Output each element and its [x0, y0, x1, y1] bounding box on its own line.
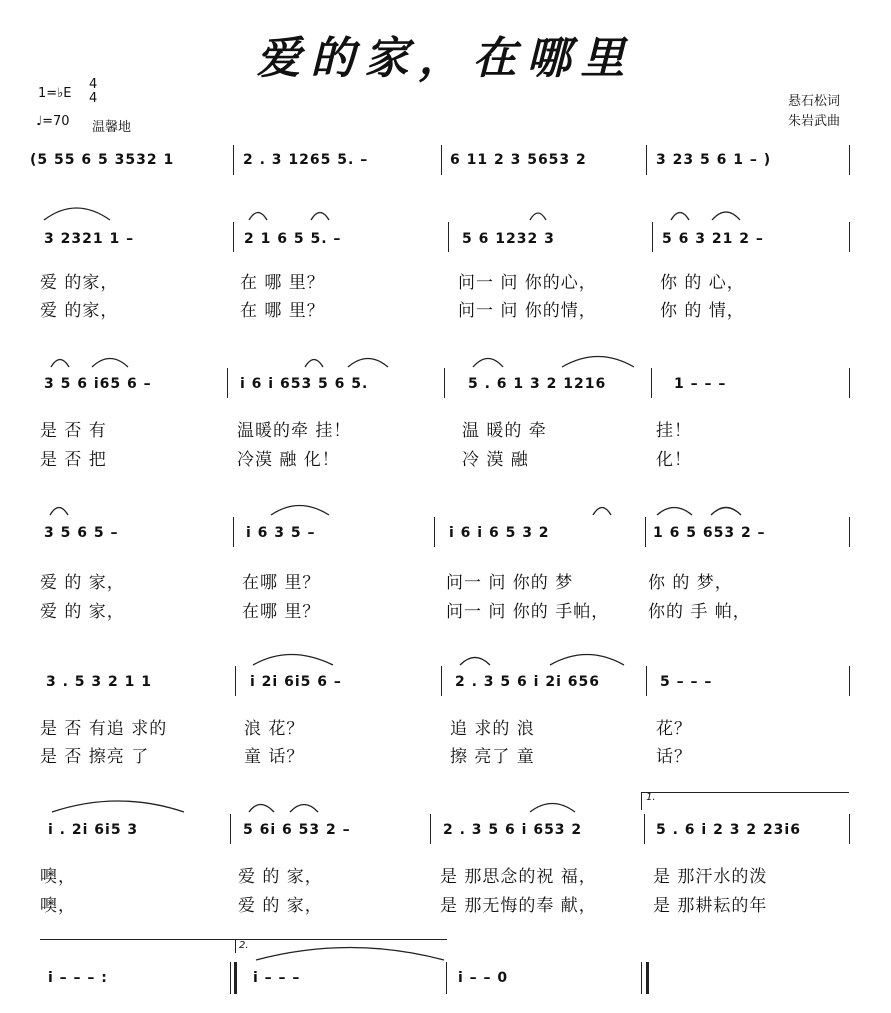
- tempo-marking: ♩=70: [36, 114, 70, 129]
- slur: [473, 359, 503, 368]
- slur: [460, 658, 490, 666]
- lyric-line-2: 爱 的 家，: [238, 896, 323, 916]
- measure: 5 . 6 1 3 2 1216: [468, 376, 607, 392]
- slur: [530, 213, 546, 220]
- lyric-line-1: 在 哪 里？: [240, 273, 325, 293]
- lyric-line-2: 是 否 把: [40, 450, 107, 470]
- lyric-line-2: 问一 问 你的情，: [458, 301, 597, 321]
- measure: 5 6 1232 3: [462, 231, 555, 247]
- lyric-line-2: 在 哪 里？: [240, 301, 325, 321]
- measure: 2 . 3 5 6 i 2i 656: [455, 674, 600, 690]
- measure: 6 11 2 3 5653 2: [450, 152, 587, 168]
- lyric-line-2: 是 否 擦亮 了: [40, 747, 150, 767]
- lyric-line-1: 问一 问 你的心，: [458, 273, 597, 293]
- lyric-line-1: 你 的 梦，: [648, 573, 733, 593]
- measure: 5 . 6 i 2 3 2 23i6: [656, 822, 801, 838]
- slur: [711, 508, 741, 516]
- composer-credit: 朱岩武曲: [788, 114, 841, 129]
- slur: [311, 213, 329, 221]
- measure: i – – –: [253, 970, 301, 986]
- slur: [51, 360, 69, 368]
- slur: [44, 208, 110, 220]
- lyric-line-1: 是 否 有追 求的: [40, 719, 168, 739]
- lyric-line-1: 爱 的 家，: [238, 867, 323, 887]
- measure: (5 55 6 5 3532 1: [30, 152, 175, 168]
- lyric-line-1: 浪 花？: [244, 719, 305, 739]
- slur: [92, 359, 128, 368]
- lyric-line-2: 是 那无悔的奉 献，: [440, 896, 597, 916]
- lyric-line-1: 问一 问 你的 梦: [446, 573, 574, 593]
- slur: [348, 359, 388, 368]
- measure: 3 2321 1 –: [44, 231, 135, 247]
- lyric-line-2: 是 那耕耘的年: [653, 896, 768, 916]
- lyric-line-1: 爱 的 家，: [40, 573, 125, 593]
- slur: [249, 213, 267, 221]
- slur: [52, 801, 184, 812]
- measure: 3 . 5 3 2 1 1: [46, 674, 153, 690]
- lyric-line-2: 话？: [656, 747, 692, 767]
- measure: 1 – – –: [674, 376, 727, 392]
- measure: 3 5 6 i65 6 –: [44, 376, 152, 392]
- measure: 5 – – –: [660, 674, 713, 690]
- lyric-line-1: 你 的 心，: [660, 273, 745, 293]
- measure: 3 23 5 6 1 – ): [656, 152, 772, 168]
- slur: [562, 357, 634, 368]
- measure: i 6 i 6 5 3 2: [449, 525, 550, 541]
- measure: i – – 0: [458, 970, 509, 986]
- lyric-line-2: 噢，: [40, 896, 76, 916]
- lyric-line-2: 童 话？: [244, 747, 305, 767]
- lyric-line-2: 冷 漠 融: [462, 450, 529, 470]
- slur: [530, 804, 575, 813]
- lyric-line-2: 问一 问 你的 手帕，: [446, 602, 610, 622]
- volta-1-label: 1.: [646, 792, 656, 803]
- measure: 2 . 3 5 6 i 653 2: [443, 822, 583, 838]
- lyric-line-2: 擦 亮了 童: [450, 747, 535, 767]
- lyric-line-2: 你 的 情，: [660, 301, 745, 321]
- lyric-line-1: 是 否 有: [40, 421, 107, 441]
- slur: [593, 508, 611, 516]
- slur: [50, 508, 68, 516]
- slur: [256, 948, 444, 961]
- lyric-line-2: 爱 的家，: [40, 301, 119, 321]
- lyric-line-2: 爱 的 家，: [40, 602, 125, 622]
- measure: i – – – :: [48, 970, 108, 986]
- measure: 3 5 6 5 –: [44, 525, 119, 541]
- lyricist-credit: 悬石松词: [788, 94, 841, 109]
- measure: i 6 3 5 –: [246, 525, 316, 541]
- lyric-line-1: 噢，: [40, 867, 76, 887]
- slur: [305, 360, 323, 368]
- lyric-line-1: 是 那汗水的泼: [653, 867, 768, 887]
- lyric-line-1: 温暖的牵 挂！: [237, 421, 352, 441]
- lyric-line-1: 是 那思念的祝 福，: [440, 867, 597, 887]
- lyric-line-1: 花？: [656, 719, 692, 739]
- measure: i . 2i 6i5 3: [48, 822, 139, 838]
- slur: [712, 212, 740, 220]
- volta-2-label: 2.: [239, 940, 249, 951]
- slur: [671, 213, 689, 221]
- measure: 2 1 6 5 5. –: [244, 231, 342, 247]
- lyric-line-2: 你的 手 帕，: [648, 602, 751, 622]
- lyric-line-1: 爱 的家，: [40, 273, 119, 293]
- lyric-line-2: 冷漠 融 化！: [237, 450, 340, 470]
- measure: i 6 i 653 5 6 5.: [240, 376, 369, 392]
- measure: 5 6i 6 53 2 –: [243, 822, 351, 838]
- slur: [253, 655, 333, 666]
- slur: [550, 655, 624, 666]
- slur: [290, 805, 318, 813]
- slur: [271, 506, 329, 516]
- lyric-line-1: 温 暖的 牵: [462, 421, 547, 441]
- lyric-line-1: 在哪 里？: [242, 573, 321, 593]
- lyric-line-2: 化！: [656, 450, 692, 470]
- expression-marking: 温馨地: [92, 120, 132, 135]
- key-signature: 1=♭E: [38, 86, 72, 101]
- measure: i 2i 6i5 6 –: [250, 674, 342, 690]
- measure: 1 6 5 653 2 –: [653, 525, 766, 541]
- page-title: 爱的家，在哪里: [256, 33, 635, 84]
- lyric-line-2: 在哪 里？: [242, 602, 321, 622]
- measure: 5 6 3 21 2 –: [662, 231, 764, 247]
- lyric-line-1: 追 求的 浪: [450, 719, 535, 739]
- slur: [249, 805, 274, 813]
- measure: 2 . 3 1265 5. –: [243, 152, 369, 168]
- time-signature: 4 4: [89, 77, 98, 106]
- slur: [657, 508, 692, 516]
- lyric-line-1: 挂！: [656, 421, 692, 441]
